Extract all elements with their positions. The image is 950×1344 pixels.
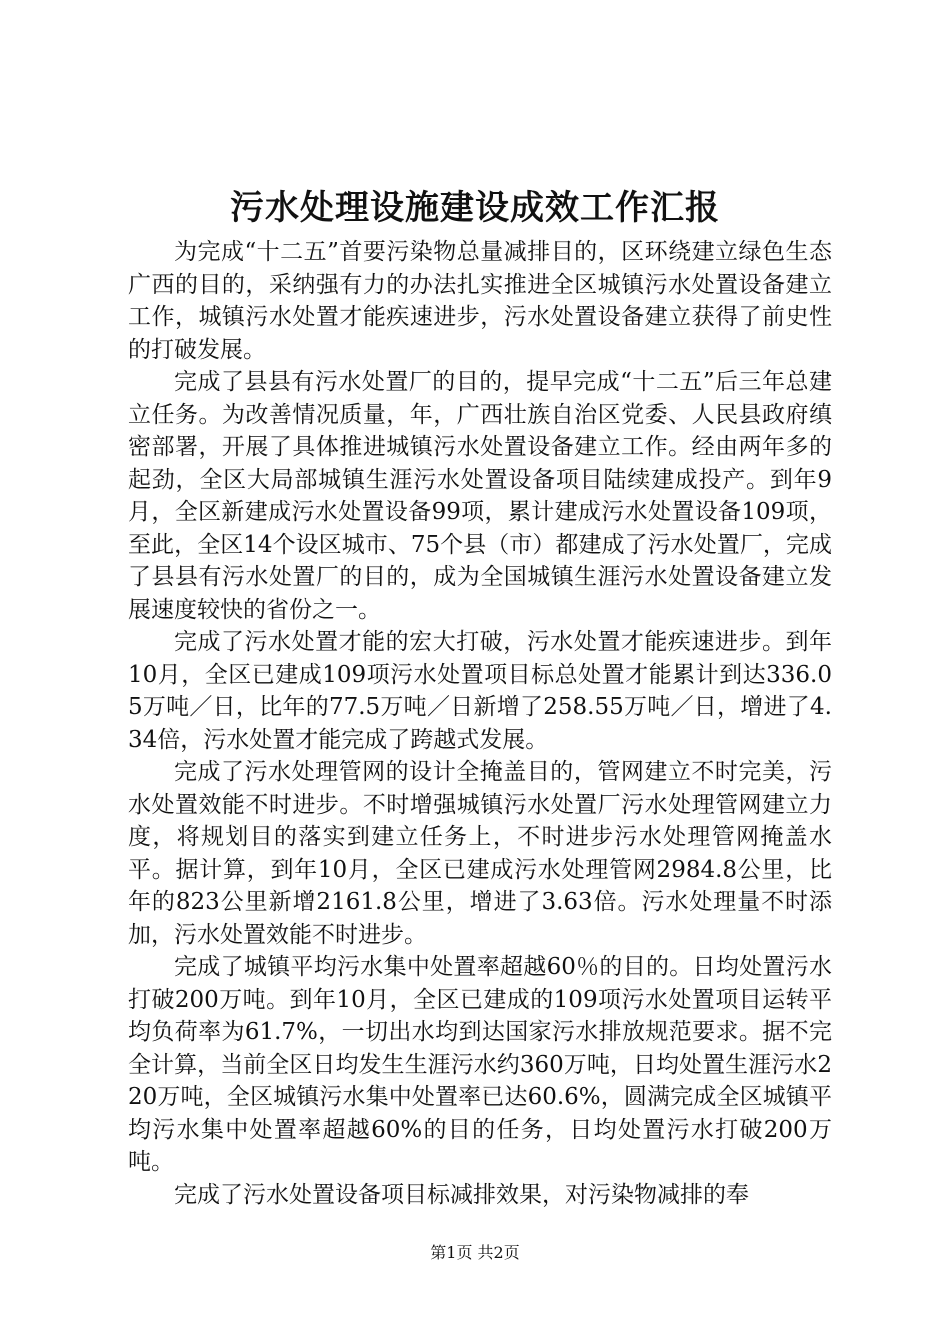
paragraph-3: 完成了污水处置才能的宏大打破，污水处置才能疾速进步。到年10月，全区已建成109项污水处置项目标总处置才能累计到达336.05万吨／日，比年的77.5万吨／日新增了258.55万吨／日，增进了4.34倍，污水处置才能完成了跨越式发展。	[128, 629, 832, 753]
paragraph-6: 完成了污水处置设备项目标减排效果，对污染物减排的奉	[174, 1181, 749, 1208]
paragraph-2: 完成了县县有污水处置厂的目的，提早完成“十二五”后三年总建立任务。为改善情况质量，年，广西壮族自治区党委、人民县政府缜密部署，开展了具体推进城镇污水处置设备建立工作。经由两年多的起劲，全区大局部城镇生涯污水处置设备项目陆续建成投产。到年9月，全区新建成污水处置设备99项，累计建成污水处置设备109项，至此，全区14个设区城市、75个县（市）都建成了污水处置厂，完成了县县有污水处置厂的目的，成为全国城镇生涯污水处置设备建立发展速度较快的省份之一。	[128, 369, 832, 623]
page-number-footer: 第1页 共2页	[430, 1243, 520, 1262]
document-body	[128, 236, 832, 1211]
paragraph-1: 为完成“十二五”首要污染物总量减排目的，区环绕建立绿色生态广西的目的，采纳强有力的办法扎实推进全区城镇污水处置设备建立工作，城镇污水处置才能疾速进步，污水处置设备建立获得了前史性的打破发展。	[128, 239, 832, 363]
document-title: 污水处理设施建设成效工作汇报	[230, 188, 720, 228]
paragraph-4: 完成了污水处理管网的设计全掩盖目的，管网建立不时完美，污水处置效能不时进步。不时增强城镇污水处置厂污水处理管网建立力度，将规划目的落实到建立任务上，不时进步污水处理管网掩盖水平。据计算，到年10月，全区已建成污水处理管网2984.8公里，比年的823公里新增2161.8公里，增进了3.63倍。污水处理量不时添加，污水处置效能不时进步。	[128, 759, 832, 948]
paragraph-5: 完成了城镇平均污水集中处置率超越60％的目的。日均处置污水打破200万吨。到年10月，全区已建成的109项污水处置项目运转平均负荷率为61.7%，一切出水均到达国家污水排放规范要求。据不完全计算，当前全区日均发生生涯污水约360万吨，日均处置生涯污水220万吨，全区城镇污水集中处置率已达60.6%，圆满完成全区城镇平均污水集中处置率超越60%的目的任务，日均处置污水打破200万吨。	[128, 954, 832, 1175]
